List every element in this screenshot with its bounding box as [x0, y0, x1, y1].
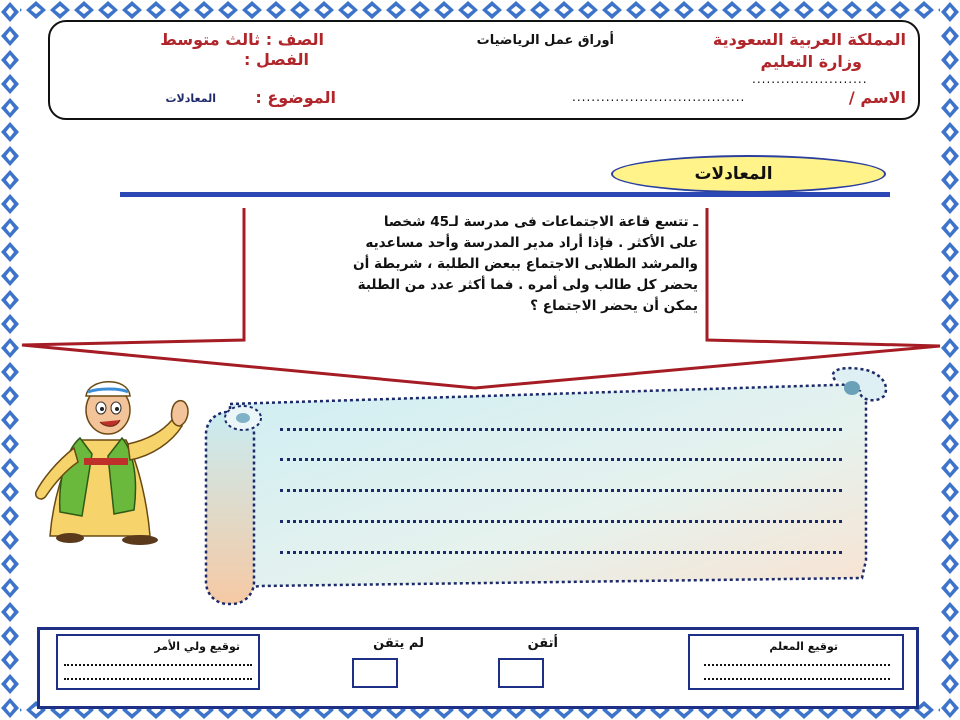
mastered-box[interactable]: [498, 658, 544, 688]
ministry-title: وزارة التعليم: [760, 52, 862, 71]
grade-label: الصف : ثالث متوسط: [160, 30, 324, 49]
answer-line[interactable]: [280, 428, 842, 431]
teacher-signature-line[interactable]: [704, 664, 890, 666]
mastered-label: أتقن: [527, 636, 558, 651]
problem-line: على الأكثر . فإذا أراد مدير المدرسة وأحد مساعديه: [365, 235, 698, 251]
problem-line: يحضر كل طالب ولى أمره . فما أكثر عدد من الطلبة: [357, 277, 698, 293]
name-dots-upper: ........................: [752, 72, 868, 86]
topic-value: المعادلات: [165, 92, 216, 105]
answer-line[interactable]: [280, 520, 842, 523]
answer-line[interactable]: [280, 458, 842, 461]
teacher-signature-line[interactable]: [704, 678, 890, 680]
not-mastered-box[interactable]: [352, 658, 398, 688]
name-label: الاسم /: [848, 88, 906, 107]
answer-line[interactable]: [280, 551, 842, 554]
worksheet-title: أوراق عمل الرياضيات: [476, 33, 614, 48]
not-mastered-label: لم يتقن: [373, 636, 424, 651]
parent-signature-line[interactable]: [64, 664, 252, 666]
problem-line: ـ تتسع قاعة الاجتماعات فى مدرسة لـ45 شخصا: [383, 214, 698, 230]
problem-line: يمكن أن يحضر الاجتماع ؟: [530, 298, 698, 314]
semester-label: الفصل :: [243, 50, 309, 69]
answer-line[interactable]: [280, 489, 842, 492]
section-title: المعادلات: [694, 164, 773, 184]
name-dots: ....................................: [572, 90, 746, 104]
parent-signature-line[interactable]: [64, 678, 252, 680]
topic-label: الموضوع :: [255, 88, 336, 107]
teacher-signature-label: توقيع المعلم: [769, 640, 838, 653]
student-illustration: [22, 370, 202, 550]
kingdom-title: المملكة العربية السعودية: [712, 30, 906, 49]
problem-line: والمرشد الطلابى الاجتماع ببعض الطلبة ، شريطة أن: [352, 256, 698, 272]
parent-signature-label: توقيع ولي الأمر: [154, 640, 240, 653]
